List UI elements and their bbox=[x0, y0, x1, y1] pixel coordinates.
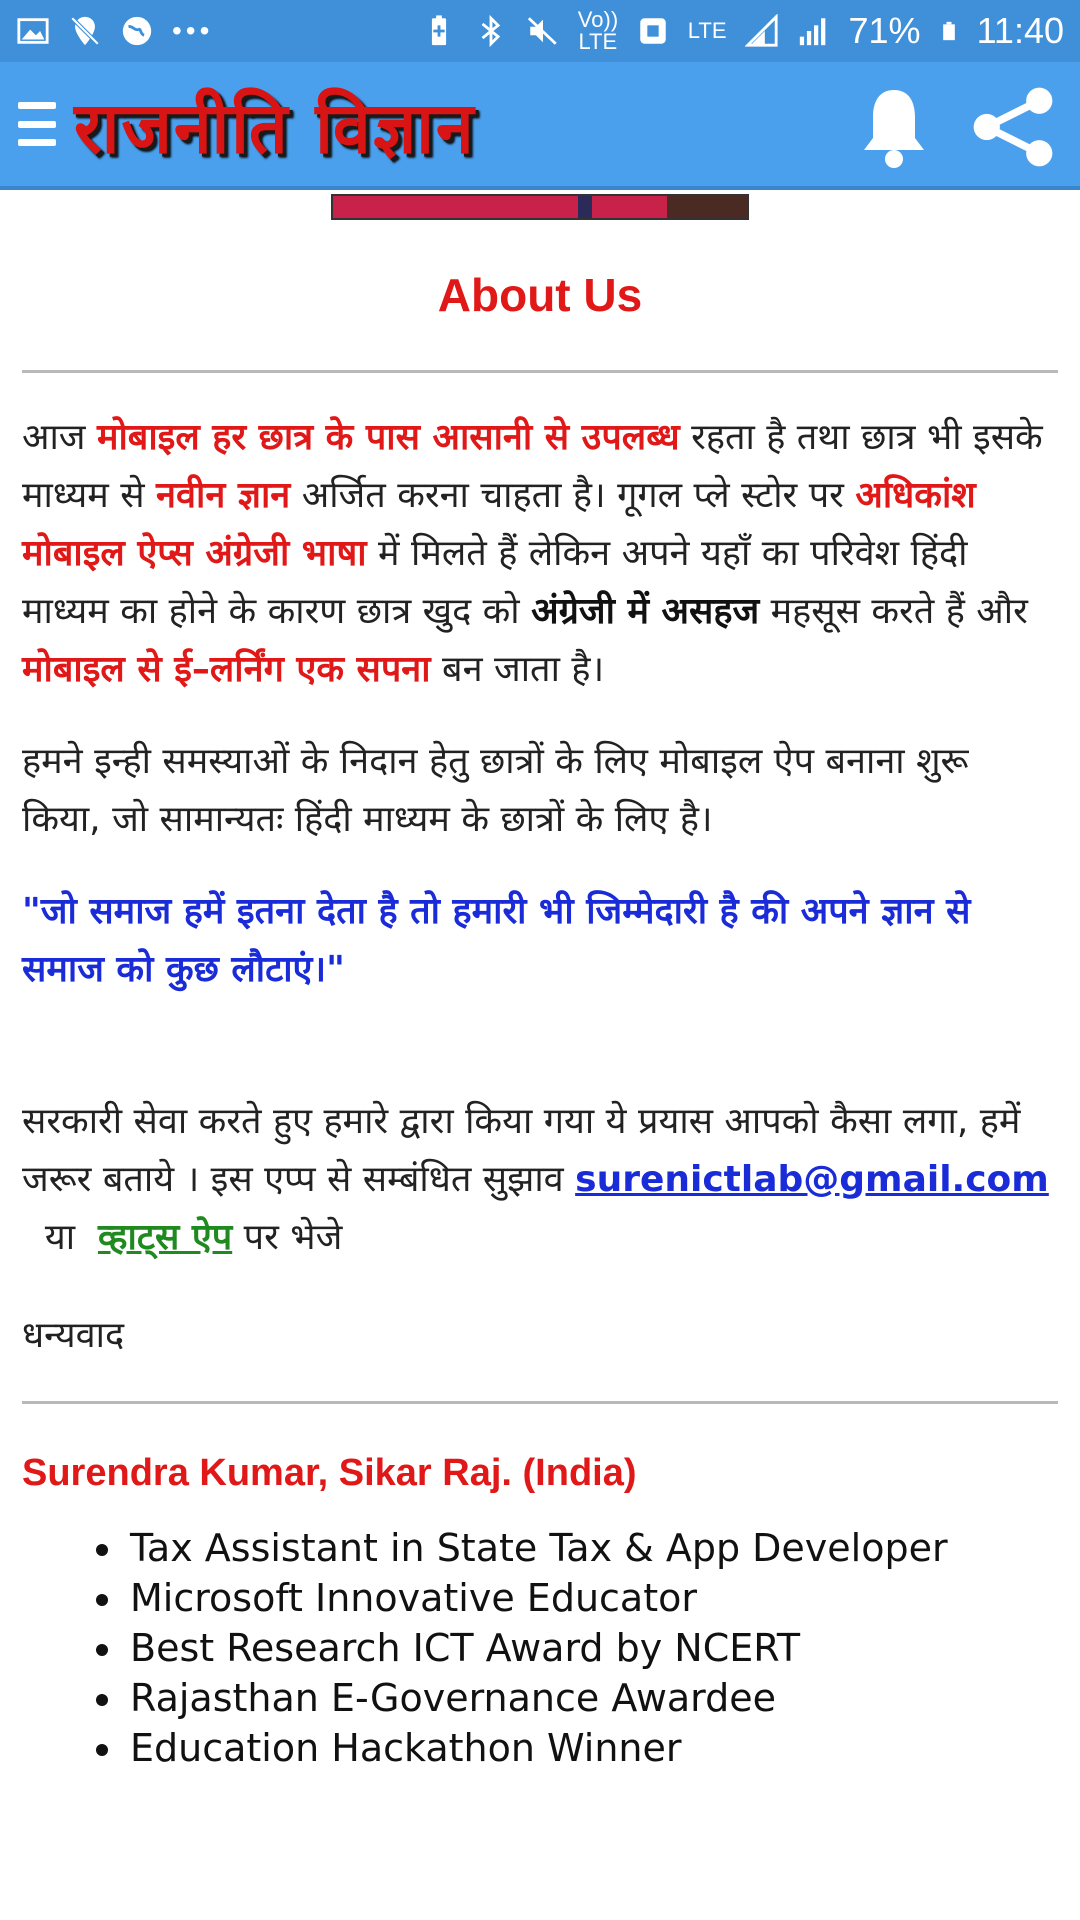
list-item: • Microsoft Innovative Educator bbox=[126, 1573, 1058, 1623]
purpose-paragraph: हमने इन्ही समस्याओं के निदान हेतु छात्रों के लिए मोबाइल ऐप बनाना शुरू किया, जो सामान्यतः हिंदी माध्यम के छात्रों के लिए है। bbox=[22, 741, 969, 840]
share-icon[interactable] bbox=[968, 82, 1058, 172]
author-name: Surendra Kumar, Sikar Raj. (India) bbox=[22, 1452, 637, 1494]
list-item: • Rajasthan E-Governance Awardee bbox=[126, 1673, 1058, 1723]
feedback-paragraph bbox=[22, 1093, 1058, 1267]
menu-icon[interactable] bbox=[18, 102, 56, 146]
text-span: आज bbox=[22, 417, 97, 458]
nfc-icon bbox=[636, 14, 670, 48]
bold-text: अंग्रेजी में असहज bbox=[531, 591, 760, 632]
credentials-list bbox=[22, 1523, 1058, 1773]
image-icon bbox=[16, 14, 50, 48]
list-item: • Best Research ICT Award by NCERT bbox=[126, 1623, 1058, 1673]
globe-icon bbox=[120, 14, 154, 48]
text-span: पर भेजे bbox=[232, 1217, 343, 1258]
whatsapp-link[interactable]: व्हाट्स ऐप bbox=[97, 1217, 233, 1258]
clock: 11:40 bbox=[976, 10, 1064, 51]
highlight-text: नवीन ज्ञान bbox=[156, 475, 291, 516]
divider bbox=[22, 370, 1058, 373]
email-link[interactable]: surenictlab@gmail.com bbox=[575, 1159, 1049, 1200]
network-type: LTE bbox=[687, 18, 727, 43]
about-content bbox=[22, 220, 1058, 1773]
battery-icon bbox=[939, 14, 959, 48]
text-span: रहता है तथा छात्र भी इसके माध्यम से bbox=[22, 417, 1043, 516]
app-bar bbox=[0, 62, 1080, 190]
highlight-text: मोबाइल से ई–लर्निंग एक सपना bbox=[22, 649, 431, 690]
text-span: सरकारी सेवा करते हुए हमारे द्वारा किया गया ये प्रयास आपको कैसा लगा, हमें जरूर बताये । इस एप्प से सम्बंधित सुझाव bbox=[22, 1101, 1021, 1200]
battery-saver-icon bbox=[422, 14, 456, 48]
divider bbox=[22, 1401, 1058, 1404]
highlight-text: अधिकांश मोबाइल ऐप्स अंग्रेजी भाषा bbox=[22, 475, 976, 574]
bell-icon[interactable] bbox=[858, 84, 930, 168]
status-bar-right bbox=[422, 9, 1064, 53]
page-heading: About Us bbox=[437, 269, 643, 321]
thanks-text: धन्यवाद bbox=[22, 1315, 125, 1356]
banner-image bbox=[331, 194, 749, 220]
bluetooth-icon bbox=[474, 14, 508, 48]
more-notifications: ••• bbox=[172, 15, 214, 46]
location-off-icon bbox=[68, 14, 102, 48]
intro-paragraph bbox=[22, 409, 1058, 699]
text-span: में मिलते हैं लेकिन अपने यहाँ का परिवेश हिंदी माध्यम का होने के कारण छात्र खुद को bbox=[22, 533, 968, 632]
motto-quote: "जो समाज हमें इतना देता है तो हमारी भी जिम्मेदारी है की अपने ज्ञान से समाज को कुछ लौटाएं।" bbox=[22, 891, 971, 990]
battery-percent: 71% bbox=[848, 10, 921, 51]
signal-strength-icon bbox=[797, 14, 831, 48]
volte-indicator: Vo)) LTE bbox=[577, 7, 619, 54]
mute-icon bbox=[526, 14, 560, 48]
text-span: अर्जित करना चाहता है। गूगल प्ले स्टोर पर bbox=[290, 475, 856, 516]
highlight-text: मोबाइल हर छात्र के पास आसानी से उपलब्ध bbox=[96, 417, 680, 458]
app-title: राजनीति विज्ञान bbox=[74, 85, 476, 170]
list-item: • Education Hackathon Winner bbox=[126, 1723, 1058, 1773]
status-bar bbox=[0, 0, 1080, 62]
text-span: बन जाता है। bbox=[430, 649, 605, 690]
status-bar-left bbox=[16, 14, 213, 48]
text-span: महसूस करते हैं और bbox=[759, 591, 1028, 632]
text-span: या bbox=[22, 1217, 98, 1258]
list-item: • Tax Assistant in State Tax & App Developer bbox=[126, 1523, 1058, 1573]
signal-icon bbox=[745, 14, 779, 48]
